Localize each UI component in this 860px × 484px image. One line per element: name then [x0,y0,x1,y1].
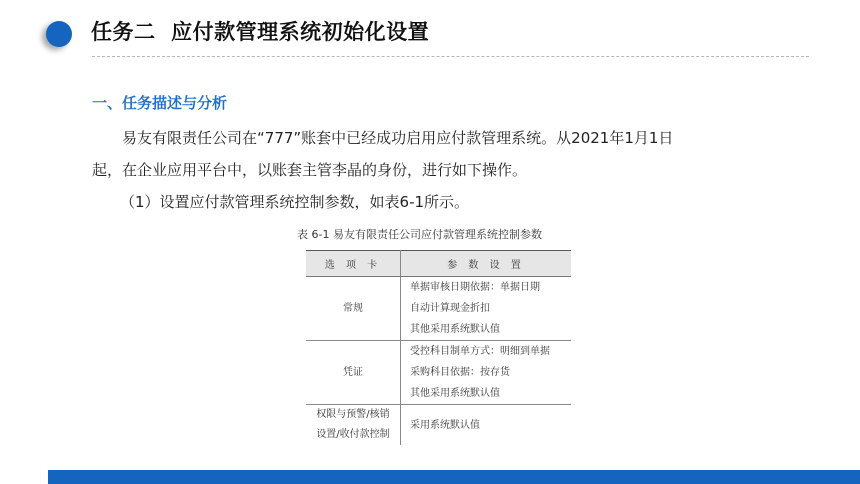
tab-name: 设置/收付款控制 [316,429,390,440]
table-cell-tab [306,341,401,405]
footer-bar [48,470,860,484]
table-cell-settings [401,405,572,446]
setting-line: 自动计算现金折扣 [410,303,490,314]
setting-line: 受控科目制单方式：明细到单据 [410,346,550,357]
tab-name: 凭证 [343,366,363,378]
tab-name: 权限与预警/核销 [316,409,390,420]
setting-line: 其他采用系统默认值 [410,388,500,399]
slide-title: 任务二 应付款管理系统初始化设置 [91,20,430,44]
table-row [306,341,571,405]
setting-line: 采购科目依据：按存货 [410,367,510,378]
table-row [306,405,571,446]
task-paragraph-line-2: 起，在企业应用平台中，以账套主管李晶的身份，进行如下操作。 [92,161,528,179]
tab-name: 常规 [343,302,363,314]
setting-line: 采用系统默认值 [410,419,480,431]
parameter-table [306,250,571,445]
table-caption: 表 6-1 易友有限责任公司应付款管理系统控制参数 [297,228,542,241]
task-step-1: （1）设置应付款管理系统控制参数，如表6-1所示。 [120,193,470,211]
header-settings: 参 数 设 置 [401,251,572,277]
setting-line: 其他采用系统默认值 [410,324,500,335]
setting-line: 单据审核日期依据：单据日期 [410,282,540,293]
header-tab: 选 项 卡 [306,251,401,277]
table-cell-tab [306,405,401,446]
table-cell-settings [401,277,572,341]
table-cell-settings [401,341,572,405]
table-row [306,277,571,341]
title-bullet-icon [46,21,72,47]
table-header-row [306,251,571,277]
title-divider [92,56,809,57]
table-cell-tab [306,277,401,341]
task-paragraph-line-1: 易友有限责任公司在“777”账套中已经成功启用应付款管理系统。从2021年1月1日 [122,129,674,147]
section-heading: 一、任务描述与分析 [92,94,228,112]
